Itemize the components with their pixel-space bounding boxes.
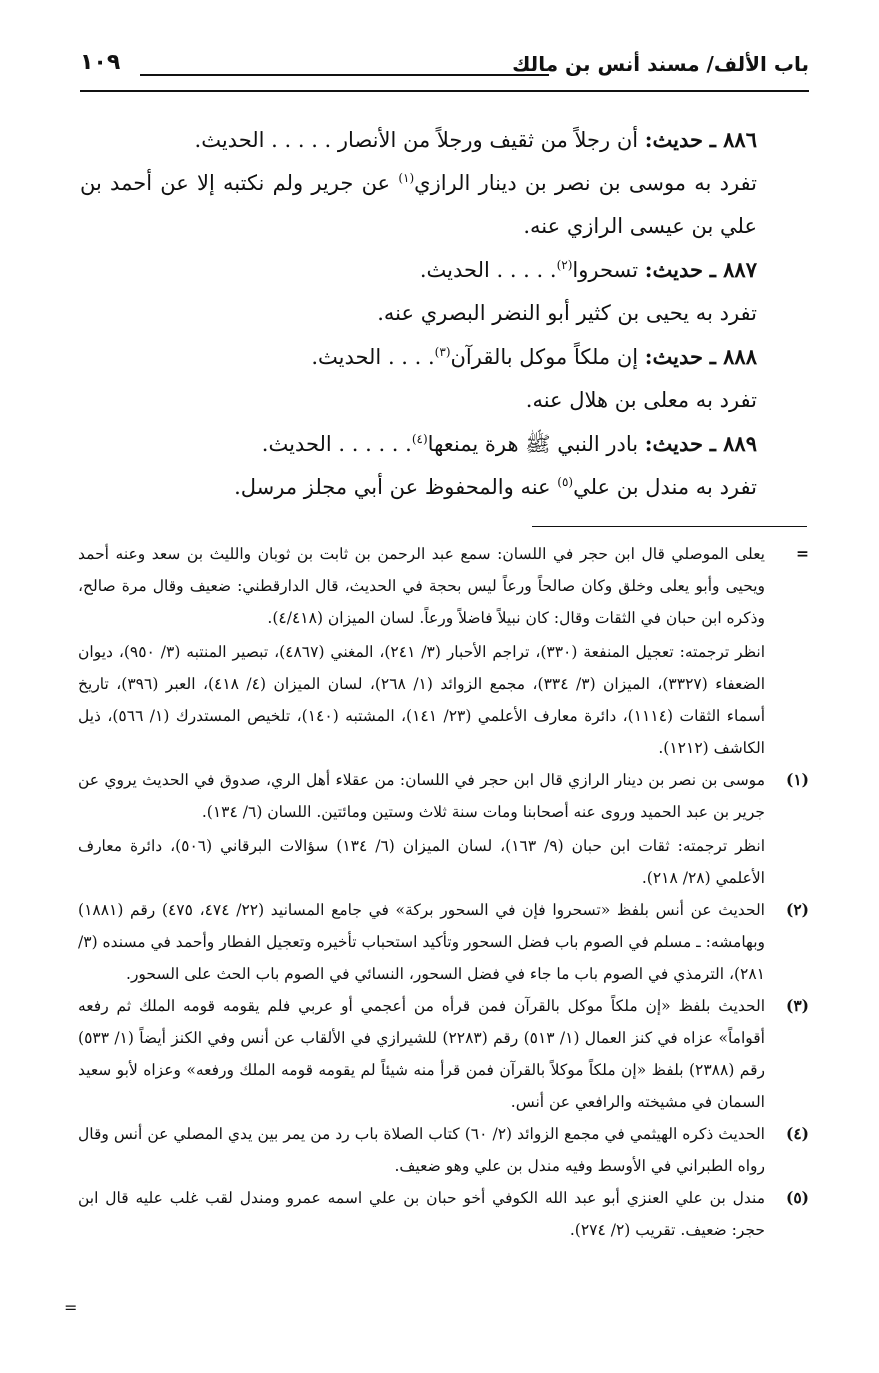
footnote-1	[78, 764, 809, 894]
hadith-keyword: حديث:	[644, 127, 703, 152]
page-header	[80, 48, 809, 88]
entry-text: عن جرير ولم نكتبه إلا عن أحمد بن علي بن عيسى الرازي عنه.	[80, 171, 757, 238]
entry-887	[80, 248, 807, 292]
entry-text: إن ملكاً موكل بالقرآن	[450, 345, 645, 369]
footnote-ref: (٢)	[556, 258, 573, 272]
entry-888-note	[80, 379, 807, 422]
entry-889-note	[80, 466, 807, 509]
entry-number: ٨٨٧ ـ	[709, 257, 757, 282]
entry-text: . . . . . الحديث.	[419, 258, 557, 282]
footnote-marker: (٥)	[785, 1188, 809, 1207]
entry-886-note	[80, 162, 807, 248]
entry-text: أن رجلاً من ثقيف ورجلاً من الأنصار . . . . . الحديث.	[194, 128, 645, 152]
entry-886	[80, 118, 807, 162]
main-text	[80, 118, 807, 509]
hadith-keyword: حديث:	[644, 257, 703, 282]
footnote-separator	[532, 526, 807, 527]
entry-889	[80, 422, 807, 466]
footnote-marker: (٣)	[785, 996, 809, 1015]
entry-number: ٨٨٦ ـ	[709, 127, 757, 152]
footnote-2	[78, 894, 809, 990]
footnote-marker: (٢)	[785, 900, 809, 919]
page-number: ١٠٩	[80, 50, 121, 75]
entry-text: تسحروا	[572, 258, 645, 282]
entry-text: بادر النبي ﷺ هرة يمنعها	[427, 432, 645, 456]
footnote-text: انظر ترجمته: تعجيل المنفعة (٣٣٠)، تراجم الأحبار (٣/ ٢٤١)، المغني (٤٨٦٧)، تبصير المنتبه (٣/ ٩٥٠)، ديوان الضعفاء (٣٣٢٧)، الميزان (٣/ ٣٣٤)، مجمع الزوائد (١/ ٢٦٨)، لسان الميزان (٤/ ٤١٨)، العبر (٣٩٦)، تاريخ أسماء الثقات (١١١٤)، دائرة معارف الأعلمي (٢٣/ ١٤١)، المشتبه (١٤٠)، تلخيص المستدرك (١/ ٥٦٦)، ذيل الكاشف (١٢١٢).	[78, 643, 766, 757]
footnote-ref: (٤)	[411, 432, 428, 446]
footnote-marker: (١)	[785, 770, 809, 789]
continuation-mark: =	[64, 1298, 78, 1317]
entry-888	[80, 335, 807, 379]
footnote-text: موسى بن نصر بن دينار الرازي قال ابن حجر في اللسان: من عقلاء أهل الري، صدوق في الحديث يروي عن جرير بن عبد الحميد وروى عنه أصحابنا ومات سنة ثلاث وستين ومائتين. اللسان (٦/ ١٣٤).	[78, 771, 765, 821]
entry-text: . . . . الحديث.	[311, 345, 435, 369]
footnote-3	[78, 990, 809, 1118]
running-title: باب الألف/ مسند أنس بن مالك	[512, 52, 809, 76]
footnote-text: يعلى الموصلي قال ابن حجر في اللسان: سمع عبد الرحمن بن ثابت بن ثوبان والليث بن سعد وعنه أحمد ويحيى وأبو يعلى وخلق وكان صالحاً ورعاً ليس بحجة في الحديث، قال الدارقطني: ضعيف وقال مرة صالح، وذكره ابن حبان في الثقات وقال: كان نبيلاً فاضلاً ورعاً. لسان الميزان (٤/٤١٨).	[78, 545, 765, 627]
footnote-5	[78, 1182, 809, 1246]
footnote-4	[78, 1118, 809, 1182]
footnotes	[78, 538, 809, 1246]
entry-text: تفرد به موسى بن نصر بن دينار الرازي	[414, 171, 757, 195]
footnote-text: الحديث ذكره الهيثمي في مجمع الزوائد (٢/ ٦٠) كتاب الصلاة باب رد من يمر بين يدي المصلي عن أنس وقال رواه الطبراني في الأوسط وفيه مندل بن علي وهو ضعيف.	[78, 1125, 765, 1175]
entry-text: تفرد به مندل بن علي	[573, 475, 757, 499]
header-divider	[80, 90, 809, 92]
entry-text: . . . . . . الحديث.	[261, 432, 412, 456]
hadith-keyword: حديث:	[644, 344, 703, 369]
entry-text: تفرد به يحيى بن كثير أبو النضر البصري عنه.	[377, 301, 757, 325]
entry-number: ٨٨٨ ـ	[709, 344, 757, 369]
hadith-keyword: حديث:	[644, 431, 703, 456]
entry-number: ٨٨٩ ـ	[709, 431, 757, 456]
footnote-text: الحديث بلفظ «إن ملكاً موكل بالقرآن فمن قرأه من أعجمي أو عربي فلم يقومه قومه الملك ثم رفعه أقواماً» عزاه في كنز العمال (١/ ٥١٣) رقم (٢٢٨٣) للشيرازي في الألقاب عن أنس وفي الكنز أيضاً (١/ ٥٣٣) رقم (٢٣٨٨) بلفظ «إن ملكاً موكلاً بالقرآن فمن قرأ منه شيئاً لم يقومه قومه الملك ورفعه» وعزاه لأبو سعيد السمان في مشيخته والرافعي عن أنس.	[78, 997, 765, 1111]
header-rule	[140, 74, 549, 76]
entry-text: عنه والمحفوظ عن أبي مجلز مرسل.	[234, 475, 558, 499]
footnote-ref: (١)	[398, 171, 415, 185]
footnote-continued	[78, 538, 809, 764]
footnote-ref: (٣)	[434, 345, 451, 359]
entry-887-note	[80, 292, 807, 335]
footnote-ref: (٥)	[557, 475, 574, 489]
entry-text: تفرد به معلى بن هلال عنه.	[525, 388, 757, 412]
footnote-text: مندل بن علي العنزي أبو عبد الله الكوفي أخو حبان بن علي اسمه عمرو ومندل لقب غلب عليه قال ابن حجر: ضعيف. تقريب (٢/ ٢٧٤).	[78, 1189, 765, 1239]
footnote-marker: (٤)	[785, 1124, 809, 1143]
footnote-text: انظر ترجمته: ثقات ابن حبان (٩/ ١٦٣)، لسان الميزان (٦/ ١٣٤) سؤالات البرقاني (٥٠٦)، دائرة معارف الأعلمي (٢٨/ ٢١٨).	[78, 837, 766, 887]
footnote-text: الحديث عن أنس بلفظ «تسحروا فإن في السحور بركة» في جامع المسانيد (٢٢/ ٤٧٤، ٤٧٥) رقم (١٨٨١) وبهامشه: ـ مسلم في الصوم باب فضل السحور وتأكيد استحباب تأخيره وتعجيل الفطار وأحمد في مسنده (٣/ ٢٨١)، الترمذي في الصوم باب ما جاء في فضل السحور، النسائي في الصوم باب الحث على السحور.	[78, 901, 765, 983]
footnote-marker: =	[796, 544, 809, 563]
